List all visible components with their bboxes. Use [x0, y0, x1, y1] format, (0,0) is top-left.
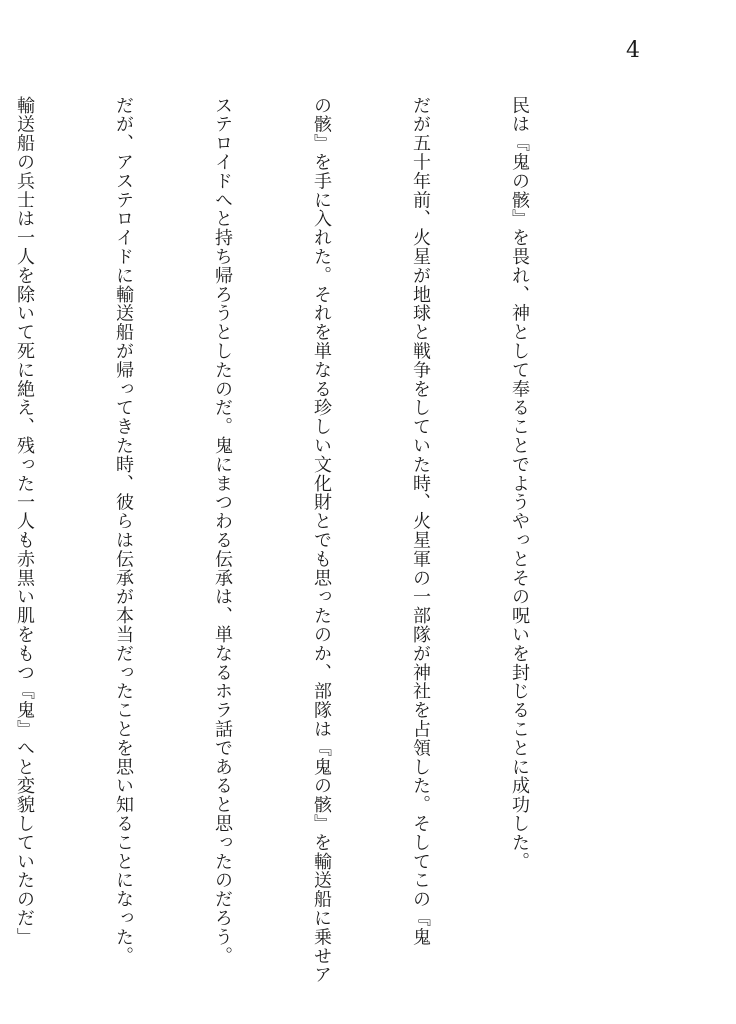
text-line: だが、アステロイドに輸送船が帰ってきた時、彼らは伝承が本当だったことを思い知ることになった。	[113, 96, 134, 966]
text-line: 輸送船の兵士は一人を除いて死に絶え、残った一人も赤黒い肌をもつ『鬼』へと変貌していたのだ」	[14, 96, 35, 947]
text-line: の骸』を手に入れた。それを単なる珍しい文化財とでも思ったのか、部隊は『鬼の骸』を輸送船に乗せア	[311, 96, 332, 985]
page-number: 4	[626, 38, 640, 63]
text-line: だが五十年前、火星が地球と戦争をしていた時、火星軍の一部隊が神社を占領した。そしてこの『鬼	[410, 96, 431, 947]
text-line: 民は『鬼の骸』を畏れ、神として奉ることでようやっとその呪いを封じることに成功した。	[509, 96, 530, 871]
text-line: ステロイドへと持ち帰ろうとしたのだ。鬼にまつわる伝承は、単なるホラ話であると思ったのだろう。	[212, 96, 233, 966]
vertical-text-body	[14, 96, 602, 985]
